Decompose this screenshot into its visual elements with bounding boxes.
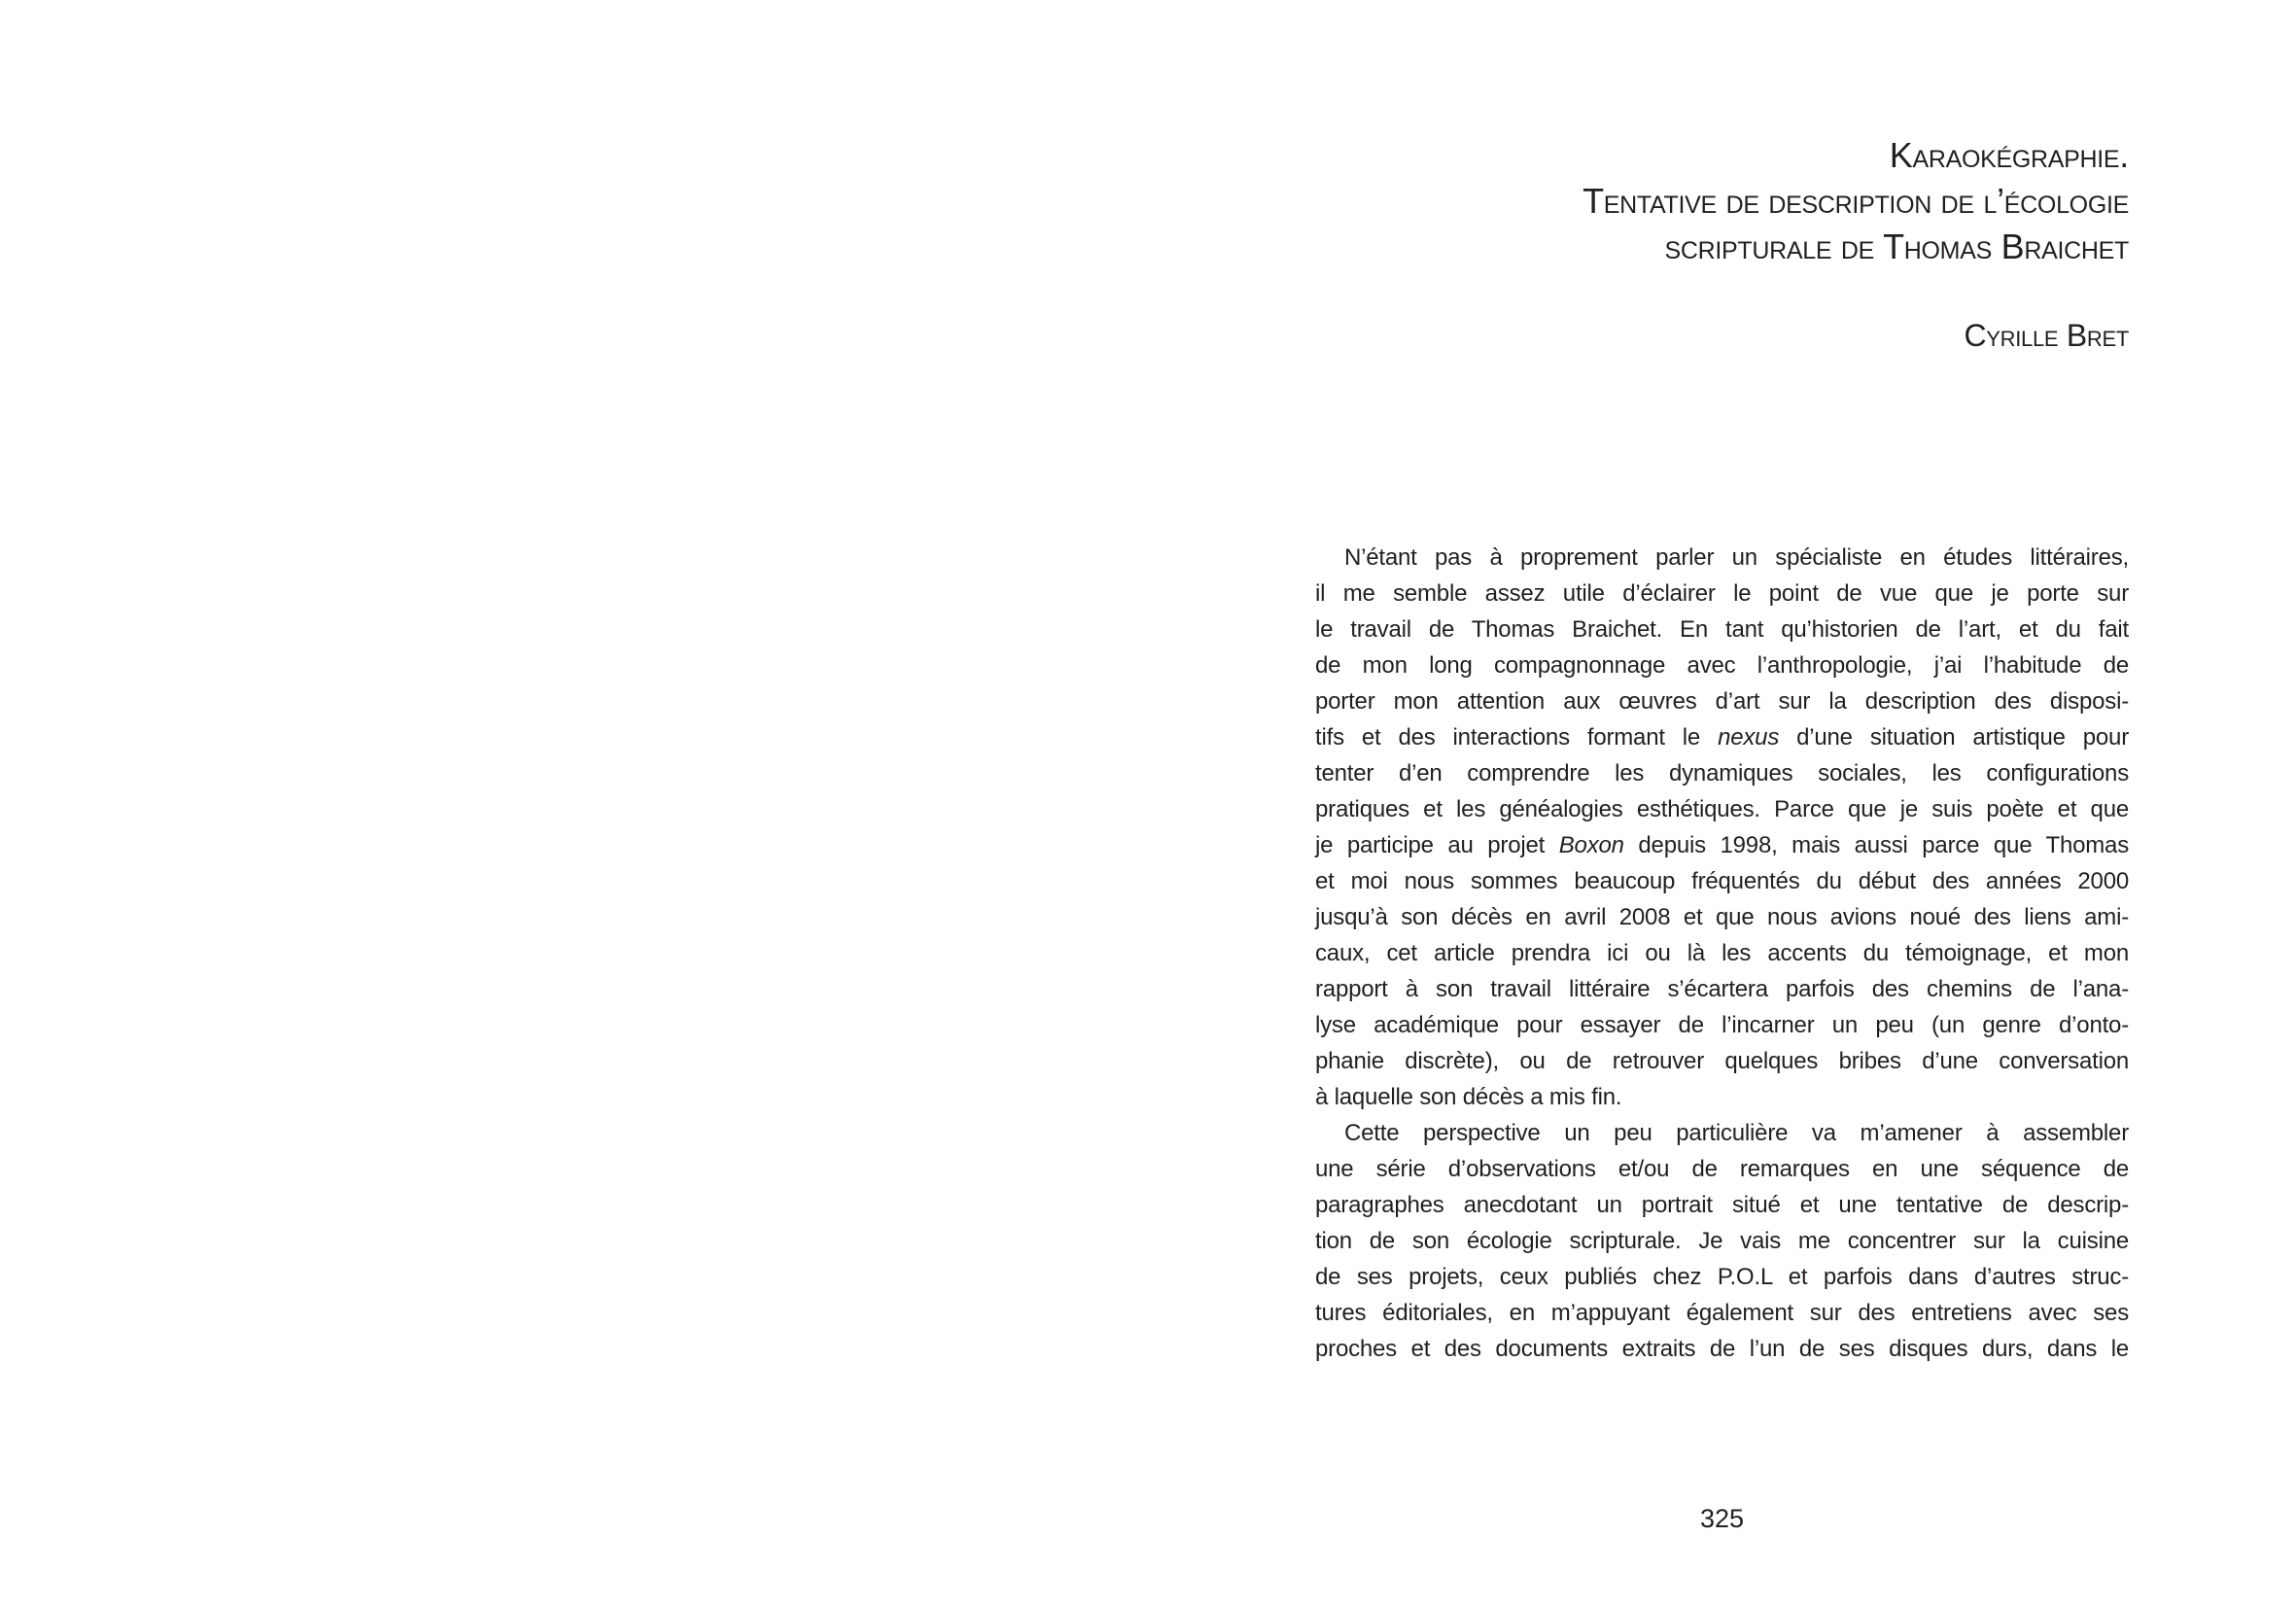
body-line <box>1315 1115 2129 1151</box>
text-segment: N’étant pas à proprement parler un spécialiste en études littéraires, <box>1344 544 2129 571</box>
article-title <box>1315 132 2129 269</box>
title-line-2: Tentative de description de l’écologie <box>1583 181 2129 221</box>
text-segment: lyse académique pour essayer de l’incarner un peu (un genre d’onto- <box>1315 1012 2129 1038</box>
text-segment: rapport à son travail littéraire s’écartera parfois des chemins de l’ana- <box>1315 976 2129 1002</box>
body-line <box>1315 1079 2129 1115</box>
text-segment: tion de son écologie scripturale. Je vais me concentrer sur la cuisine <box>1315 1228 2129 1254</box>
body-line <box>1315 899 2129 935</box>
italic-text: nexus <box>1718 724 1780 751</box>
title-line-3: scripturale de Thomas Braichet <box>1664 227 2129 266</box>
text-segment: d’une situation artistique pour <box>1779 724 2129 751</box>
text-segment: une série d’observations et/ou de remarques en une séquence de <box>1315 1156 2129 1182</box>
text-segment: depuis 1998, mais aussi parce que Thomas <box>1623 832 2130 858</box>
author-name: Cyrille Bret <box>1964 318 2129 353</box>
body-line <box>1315 1223 2129 1259</box>
text-segment: de mon long compagnonnage avec l’anthropologie, j’ai l’habitude de <box>1315 652 2129 679</box>
body-text <box>1315 540 2129 1367</box>
body-line <box>1315 719 2129 755</box>
text-segment: porter mon attention aux œuvres d’art sur la description des disposi- <box>1315 688 2129 715</box>
body-line <box>1315 1007 2129 1043</box>
text-segment: et moi nous sommes beaucoup fréquentés du début des années 2000 <box>1315 868 2129 894</box>
body-line <box>1315 611 2129 647</box>
text-segment: à laquelle son décès a mis fin. <box>1315 1084 1622 1110</box>
page-content <box>1315 0 2129 1607</box>
body-line <box>1315 755 2129 791</box>
italic-text: Boxon <box>1558 832 1624 858</box>
body-line <box>1315 647 2129 683</box>
title-line-1: Karaokégraphie. <box>1889 135 2129 175</box>
body-line <box>1315 683 2129 719</box>
text-segment: tifs et des interactions formant le <box>1315 724 1719 751</box>
body-line <box>1315 971 2129 1007</box>
body-line <box>1315 1331 2129 1367</box>
body-line <box>1315 540 2129 576</box>
text-segment: proches et des documents extraits de l’un de ses disques durs, dans le <box>1315 1336 2129 1362</box>
text-segment: il me semble assez utile d’éclairer le point de vue que je porte sur <box>1315 580 2129 607</box>
text-segment: Cette perspective un peu particulière va m’amener à assembler <box>1344 1120 2129 1146</box>
body-line <box>1315 576 2129 611</box>
text-segment: je participe au projet <box>1315 832 1559 858</box>
page-number: 325 <box>1699 1504 1745 1533</box>
body-line <box>1315 1259 2129 1295</box>
text-segment: de ses projets, ceux publiés chez P.O.L et parfois dans d’autres struc- <box>1315 1264 2129 1290</box>
body-line <box>1315 1295 2129 1331</box>
body-line <box>1315 791 2129 827</box>
body-line <box>1315 827 2129 863</box>
body-line <box>1315 1151 2129 1187</box>
text-segment: pratiques et les généalogies esthétiques. Parce que je suis poète et que <box>1315 796 2129 822</box>
text-segment: paragraphes anecdotant un portrait situé et une tentative de descrip- <box>1315 1192 2129 1218</box>
text-segment: tures éditoriales, en m’appuyant également sur des entretiens avec ses <box>1315 1300 2129 1326</box>
body-line <box>1315 1043 2129 1079</box>
text-segment: caux, cet article prendra ici ou là les accents du témoignage, et mon <box>1315 940 2129 966</box>
text-segment: phanie discrète), ou de retrouver quelques bribes d’une conversation <box>1315 1048 2129 1074</box>
text-segment: le travail de Thomas Braichet. En tant qu’historien de l’art, et du fait <box>1315 616 2129 643</box>
text-segment: tenter d’en comprendre les dynamiques sociales, les configurations <box>1315 760 2129 786</box>
body-line <box>1315 935 2129 971</box>
body-line <box>1315 863 2129 899</box>
text-segment: jusqu’à son décès en avril 2008 et que nous avions noué des liens ami- <box>1315 904 2129 930</box>
body-line <box>1315 1187 2129 1223</box>
